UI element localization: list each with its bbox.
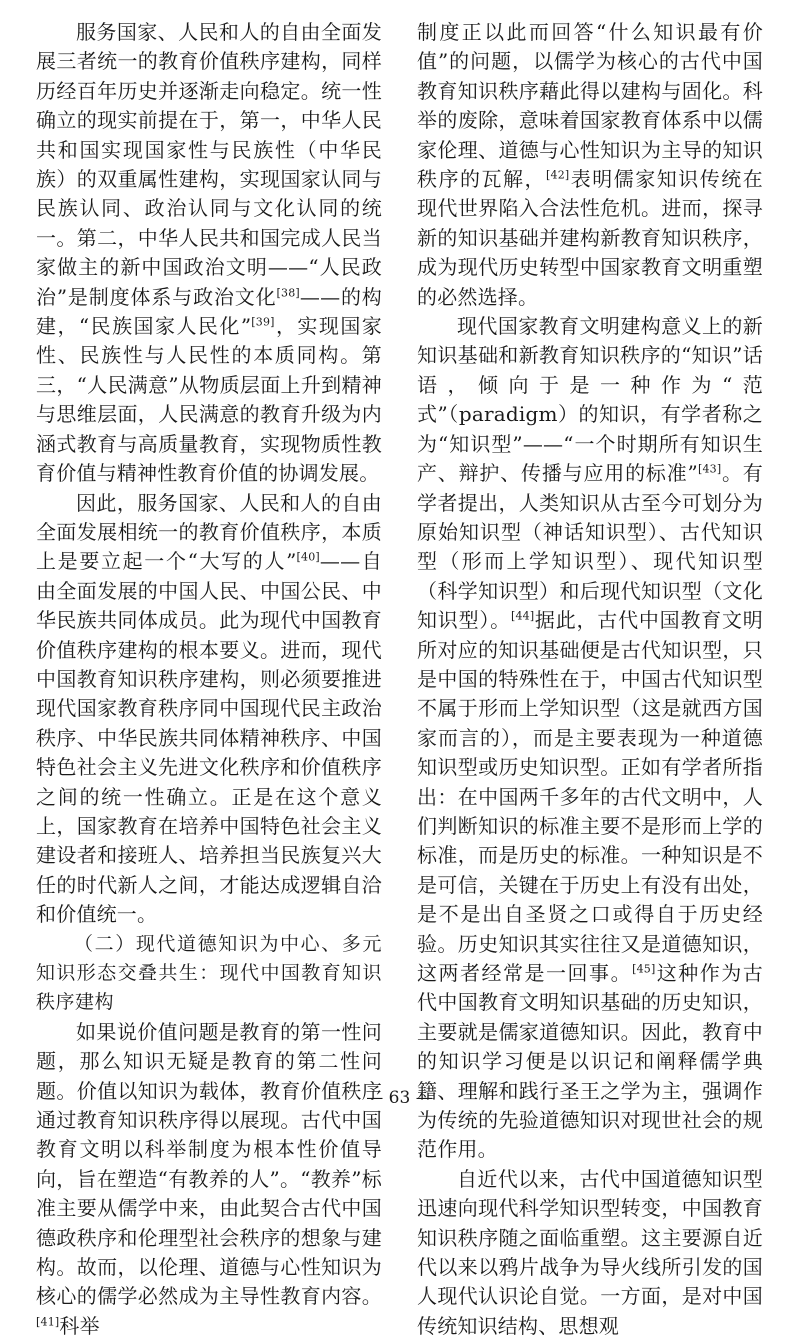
paragraph: 因此，服务国家、人民和人的自由全面发展相统一的教育价值秩序，本质上是要立起一个“大写的人”[40]——自由全面发展的中国人民、中国公民、中华民族共同体成员。此为现代中国教育价值秩序建构的根本要义。进而，现代中国教育知识秩序建构，则必须要推进现代国家教育秩序同中国现代民主政治秩序、中华民族共同体精神秩序、中国特色社会主义先进文化秩序和价值秩序之间的统一性确立。正是在这个意义上，国家教育在培养中国特色社会主义建设者和接班人、培养担当民族复兴大任的时代新人之间，才能达成逻辑自洽和价值统一。 [36,490,382,927]
right-column [417,18,763,1341]
citation-43: [43] [697,462,722,476]
paragraph: 现代国家教育文明建构意义上的新知识基础和新教育知识秩序的“知识”话语，倾向于是一种作为“范式”（paradigm）的知识，有学者称之为“知识型”——“一个时期所有知识生产、辩护、传播与应用的标准”[43]。有学者提出，人类知识从古至今可划分为原始知识型（神话知识型）、古代知识型（形而上学知识型）、现代知识型（科学知识型）和后现代知识型（文化知识型）。[44]据此，古代中国教育文明所对应的知识基础便是古代知识型，只是中国的特殊性在于，中国古代知识型不属于形而上学知识型（这是就西方国家而言的），而是主要表现为一种道德知识型或历史知识型。正如有学者所指出：在中国两千多年的古代文明中，人们判断知识的标准主要不是形而上学的标准，而是历史的标准。一种知识是不是可信，关键在于历史上有没有出处，是不是出自圣贤之口或得自于历史经验。历史知识其实往往又是道德知识，这两者经常是一回事。[45]这种作为古代中国教育文明知识基础的历史知识，主要就是儒家道德知识。因此，教育中的知识学习便是以识记和阐释儒学典籍、理解和践行圣王之学为主，强调作为传统的先验道德知识对现世社会的规范作用。 [417,314,764,1162]
paragraph: 服务国家、人民和人的自由全面发展三者统一的教育价值秩序建构，同样历经百年历史并逐渐走向稳定。统一性确立的现实前提在于，第一，中华人民共和国实现国家性与民族性（中华民族）的双重属性建构，实现国家认同与民族认同、政治认同与文化认同的统一。第二，中华人民共和国完成人民当家做主的新中国政治文明——“人民政治”是制度体系与政治文化[38]——的构建，“民族国家人民化”[39]，实现国家性、民族性与人民性的本质同构。第三，“人民满意”从物质层面上升到精神与思维层面，人民满意的教育升级为内涵式教育与高质量教育，实现物质性教育价值与精神性教育价值的协调发展。 [36,20,383,486]
citation-45: [45] [632,962,656,976]
citation-44: [44] [510,609,535,623]
paragraph: 如果说价值问题是教育的第一性问题，那么知识无疑是教育的第二性问题。价值以知识为载体，教育价值秩序通过教育知识秩序得以展现。古代中国教育文明以科举制度为根本性价值导向，旨在塑造“有教养的人”。“教养”标准主要从儒学中来，由此契合古代中国德政秩序和伦理型社会秩序的想象与建构。故而，以伦理、道德与心性知识为核心的儒学必然成为主导性教育内容。[41]科举 [36,1019,382,1338]
paragraph-continued: 制度正以此而回答“什么知识最有价值”的问题，以儒学为核心的古代中国教育知识秩序藉此得以建构与固化。科举的废除，意味着国家教育体系中以儒家伦理、道德与心性知识为主导的知识秩序的瓦解，[42]表明儒家知识传统在现代世界陷入合法性危机。进而，探寻新的知识基础并建构新教育知识秩序，成为现代历史转型中国家教育文明重塑的必然选择。 [417,20,763,309]
citation-41: [41] [36,1315,60,1329]
citation-39: [39] [251,315,275,329]
section-heading: （二）现代道德知识为中心、多元知识形态交叠共生：现代中国教育知识秩序建构 [36,932,382,1014]
citation-38: [38] [276,286,300,299]
citation-40: [40] [296,550,320,564]
citation-42: [42] [546,168,570,182]
paragraph: 自近代以来，古代中国道德知识型迅速向现代科学知识型转变，中国教育知识秩序随之面临重塑。这主要源自近代以来以鸦片战争为导火线所引发的国人现代认识论自觉。一方面，是对中国传统知识结构、思想观 [417,1166,763,1338]
left-column [36,18,382,1341]
page-number: — 63 — [366,1088,433,1108]
